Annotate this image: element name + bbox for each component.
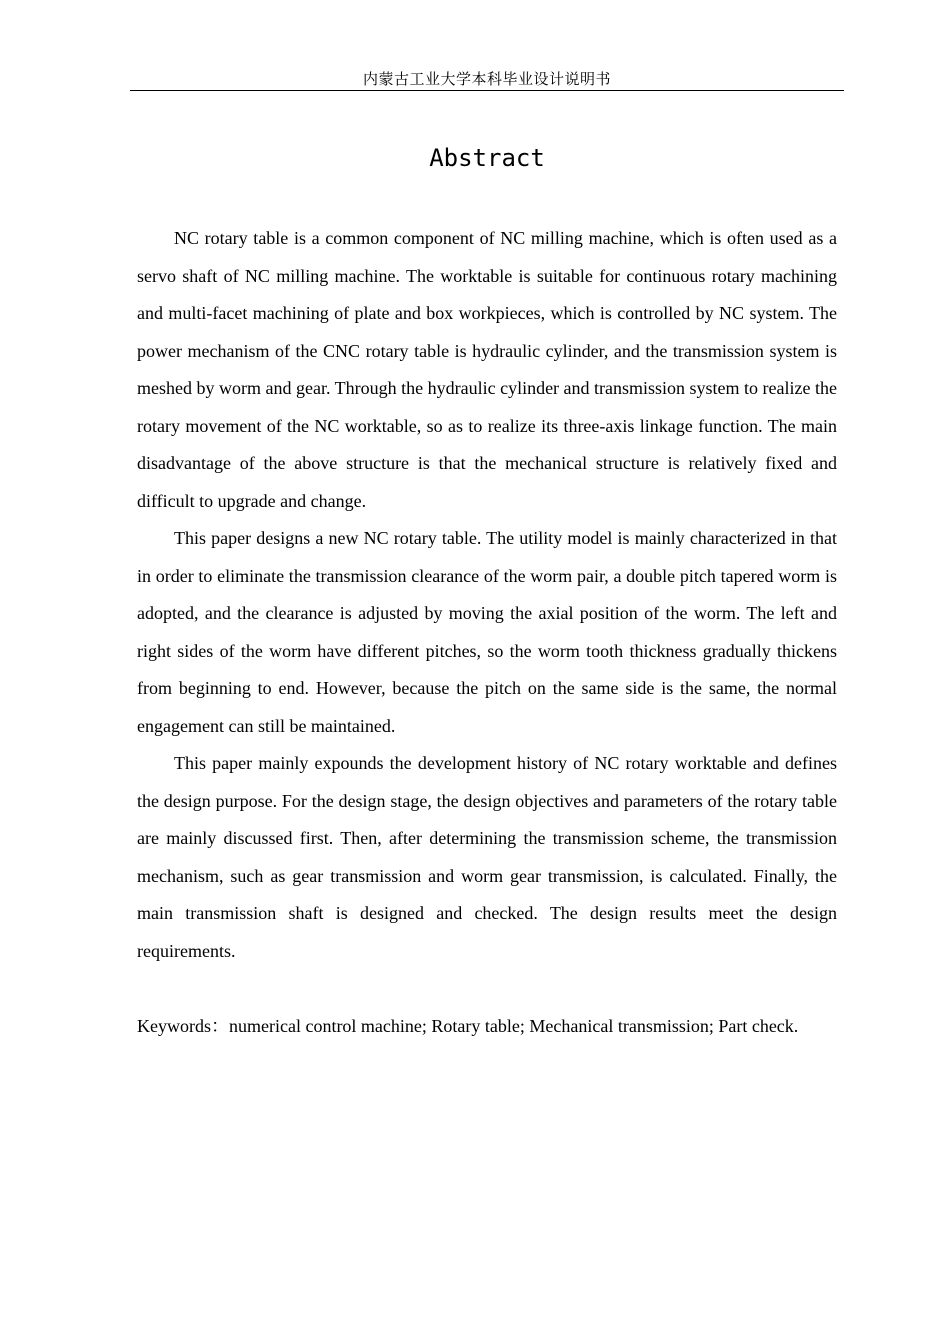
abstract-paragraph-3: This paper mainly expounds the development history of NC rotary worktable and defines the design purpose. For the design stage, the design objectives and parameters of the rotary table are mainly discussed first. Then, after determining the transmission scheme, the transmission mechanism, such as gear transmission and worm gear transmission, is calculated. Finally, the main transmission shaft is designed and checked. The design results meet the design requirements. xyxy=(137,753,837,961)
header-divider xyxy=(130,90,844,91)
keywords-line: Keywords：numerical control machine; Rotary table; Mechanical transmission; Part check. xyxy=(137,1016,799,1036)
abstract-paragraph-1: NC rotary table is a common component of NC milling machine, which is often used as a servo shaft of NC milling machine. The worktable is suitable for continuous rotary machining and multi-facet machining of plate and box workpieces, which is controlled by NC system. The power mechanism of the CNC rotary table is hydraulic cylinder, and the transmission system is meshed by worm and gear. Through the hydraulic cylinder and transmission system to realize the rotary movement of the NC worktable, so as to realize its three-axis linkage function. The main disadvantage of the above structure is that the mechanical structure is relatively fixed and difficult to upgrade and change. xyxy=(137,228,837,511)
abstract-body xyxy=(137,220,837,970)
running-header: 内蒙古工业大学本科毕业设计说明书 xyxy=(362,70,611,88)
abstract-title: Abstract xyxy=(429,144,545,172)
abstract-paragraph-2: This paper designs a new NC rotary table. The utility model is mainly characterized in that in order to eliminate the transmission clearance of the worm pair, a double pitch tapered worm is adopted, and the clearance is adjusted by moving the axial position of the worm. The left and right sides of the worm have different pitches, so the worm tooth thickness gradually thickens from beginning to end. However, because the pitch on the same side is the same, the normal engagement can still be maintained. xyxy=(137,528,837,736)
